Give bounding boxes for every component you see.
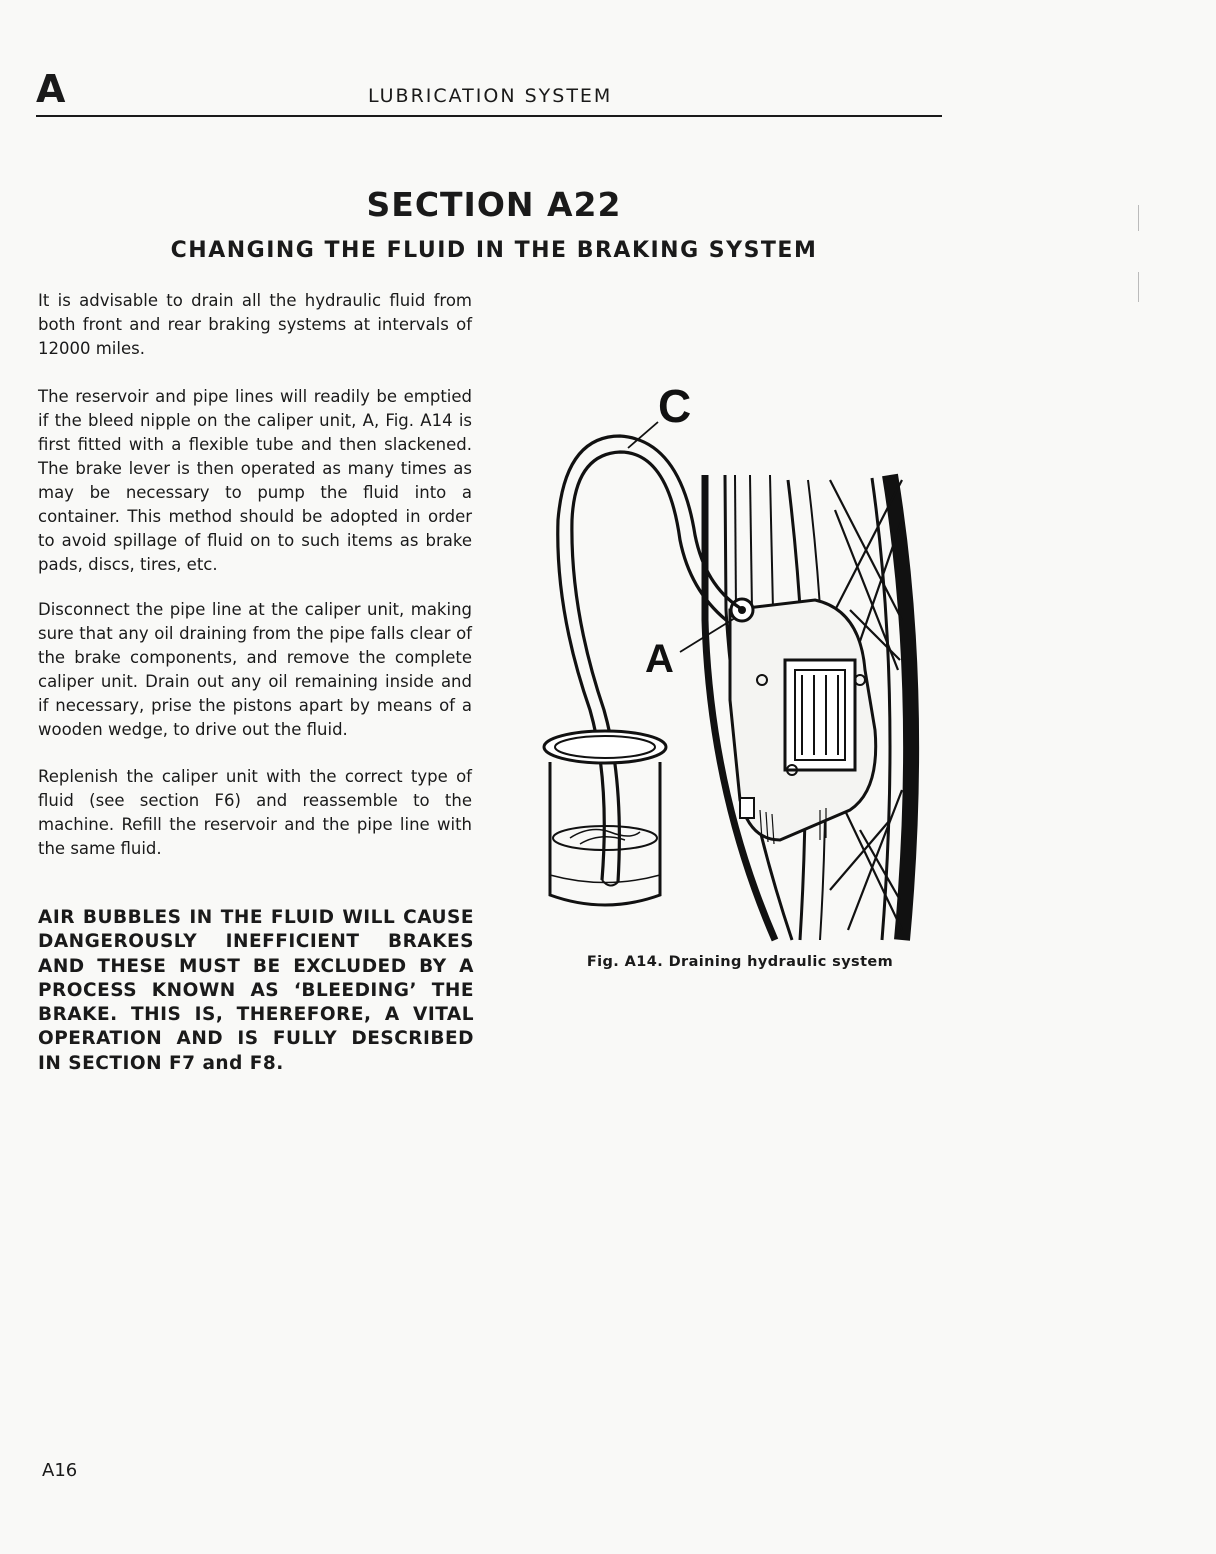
figure-label-a: A (645, 637, 674, 681)
page-number: A16 (42, 1460, 78, 1481)
figure-label-c: C (658, 380, 692, 432)
section-title: SECTION A22 (366, 185, 622, 224)
paragraph-intervals: It is advisable to drain all the hydraulic fluid from both front and rear braking systems at intervals of 12000 miles. (38, 291, 472, 358)
scan-mark (1138, 205, 1139, 231)
paragraph-disconnect: Disconnect the pipe line at the caliper unit, making sure that any oil draining from the pipe falls clear of the brake components, and remove the complete caliper unit. Drain out any oil remaining inside and if necessary, prise the pistons apart by means of a wooden wedge, to drive out the fluid. (38, 600, 472, 739)
figure-caption: Fig. A14. Draining hydraulic system (586, 954, 894, 970)
paragraph-emptying: The reservoir and pipe lines will readily be emptied if the bleed nipple on the caliper unit, A, Fig. A14 is first fitted with a flexible tube and then slackened. The brake lever is then operated as many times as may be necessary to pump the fluid into a container. This method should be adopted in order to avoid spillage of fluid on to such items as brake pads, discs, tires, etc. (38, 387, 472, 574)
draining-figure (530, 370, 930, 950)
section-letter: A (36, 67, 66, 111)
paragraph-replenish: Replenish the caliper unit with the correct type of fluid (see section F6) and reassemble to the machine. Refill the reservoir and the pipe line with the same fluid. (38, 767, 472, 858)
bleeding-warning: AIR BUBBLES IN THE FLUID WILL CAUSE DANGEROUSLY INEFFICIENT BRAKES AND THESE MUST BE EXCLUDED BY A PROCESS KNOWN AS ‘BLEEDING’ THE BRAKE. THIS IS, THEREFORE, A VITAL OPERATION AND IS FULLY DESCRIBED IN SECTION F7 and F8. (38, 907, 474, 1074)
header-rule (36, 115, 942, 117)
scan-mark (1138, 272, 1139, 302)
running-header-title: LUBRICATION SYSTEM (368, 85, 613, 107)
section-subtitle: CHANGING THE FLUID IN THE BRAKING SYSTEM (170, 238, 818, 263)
